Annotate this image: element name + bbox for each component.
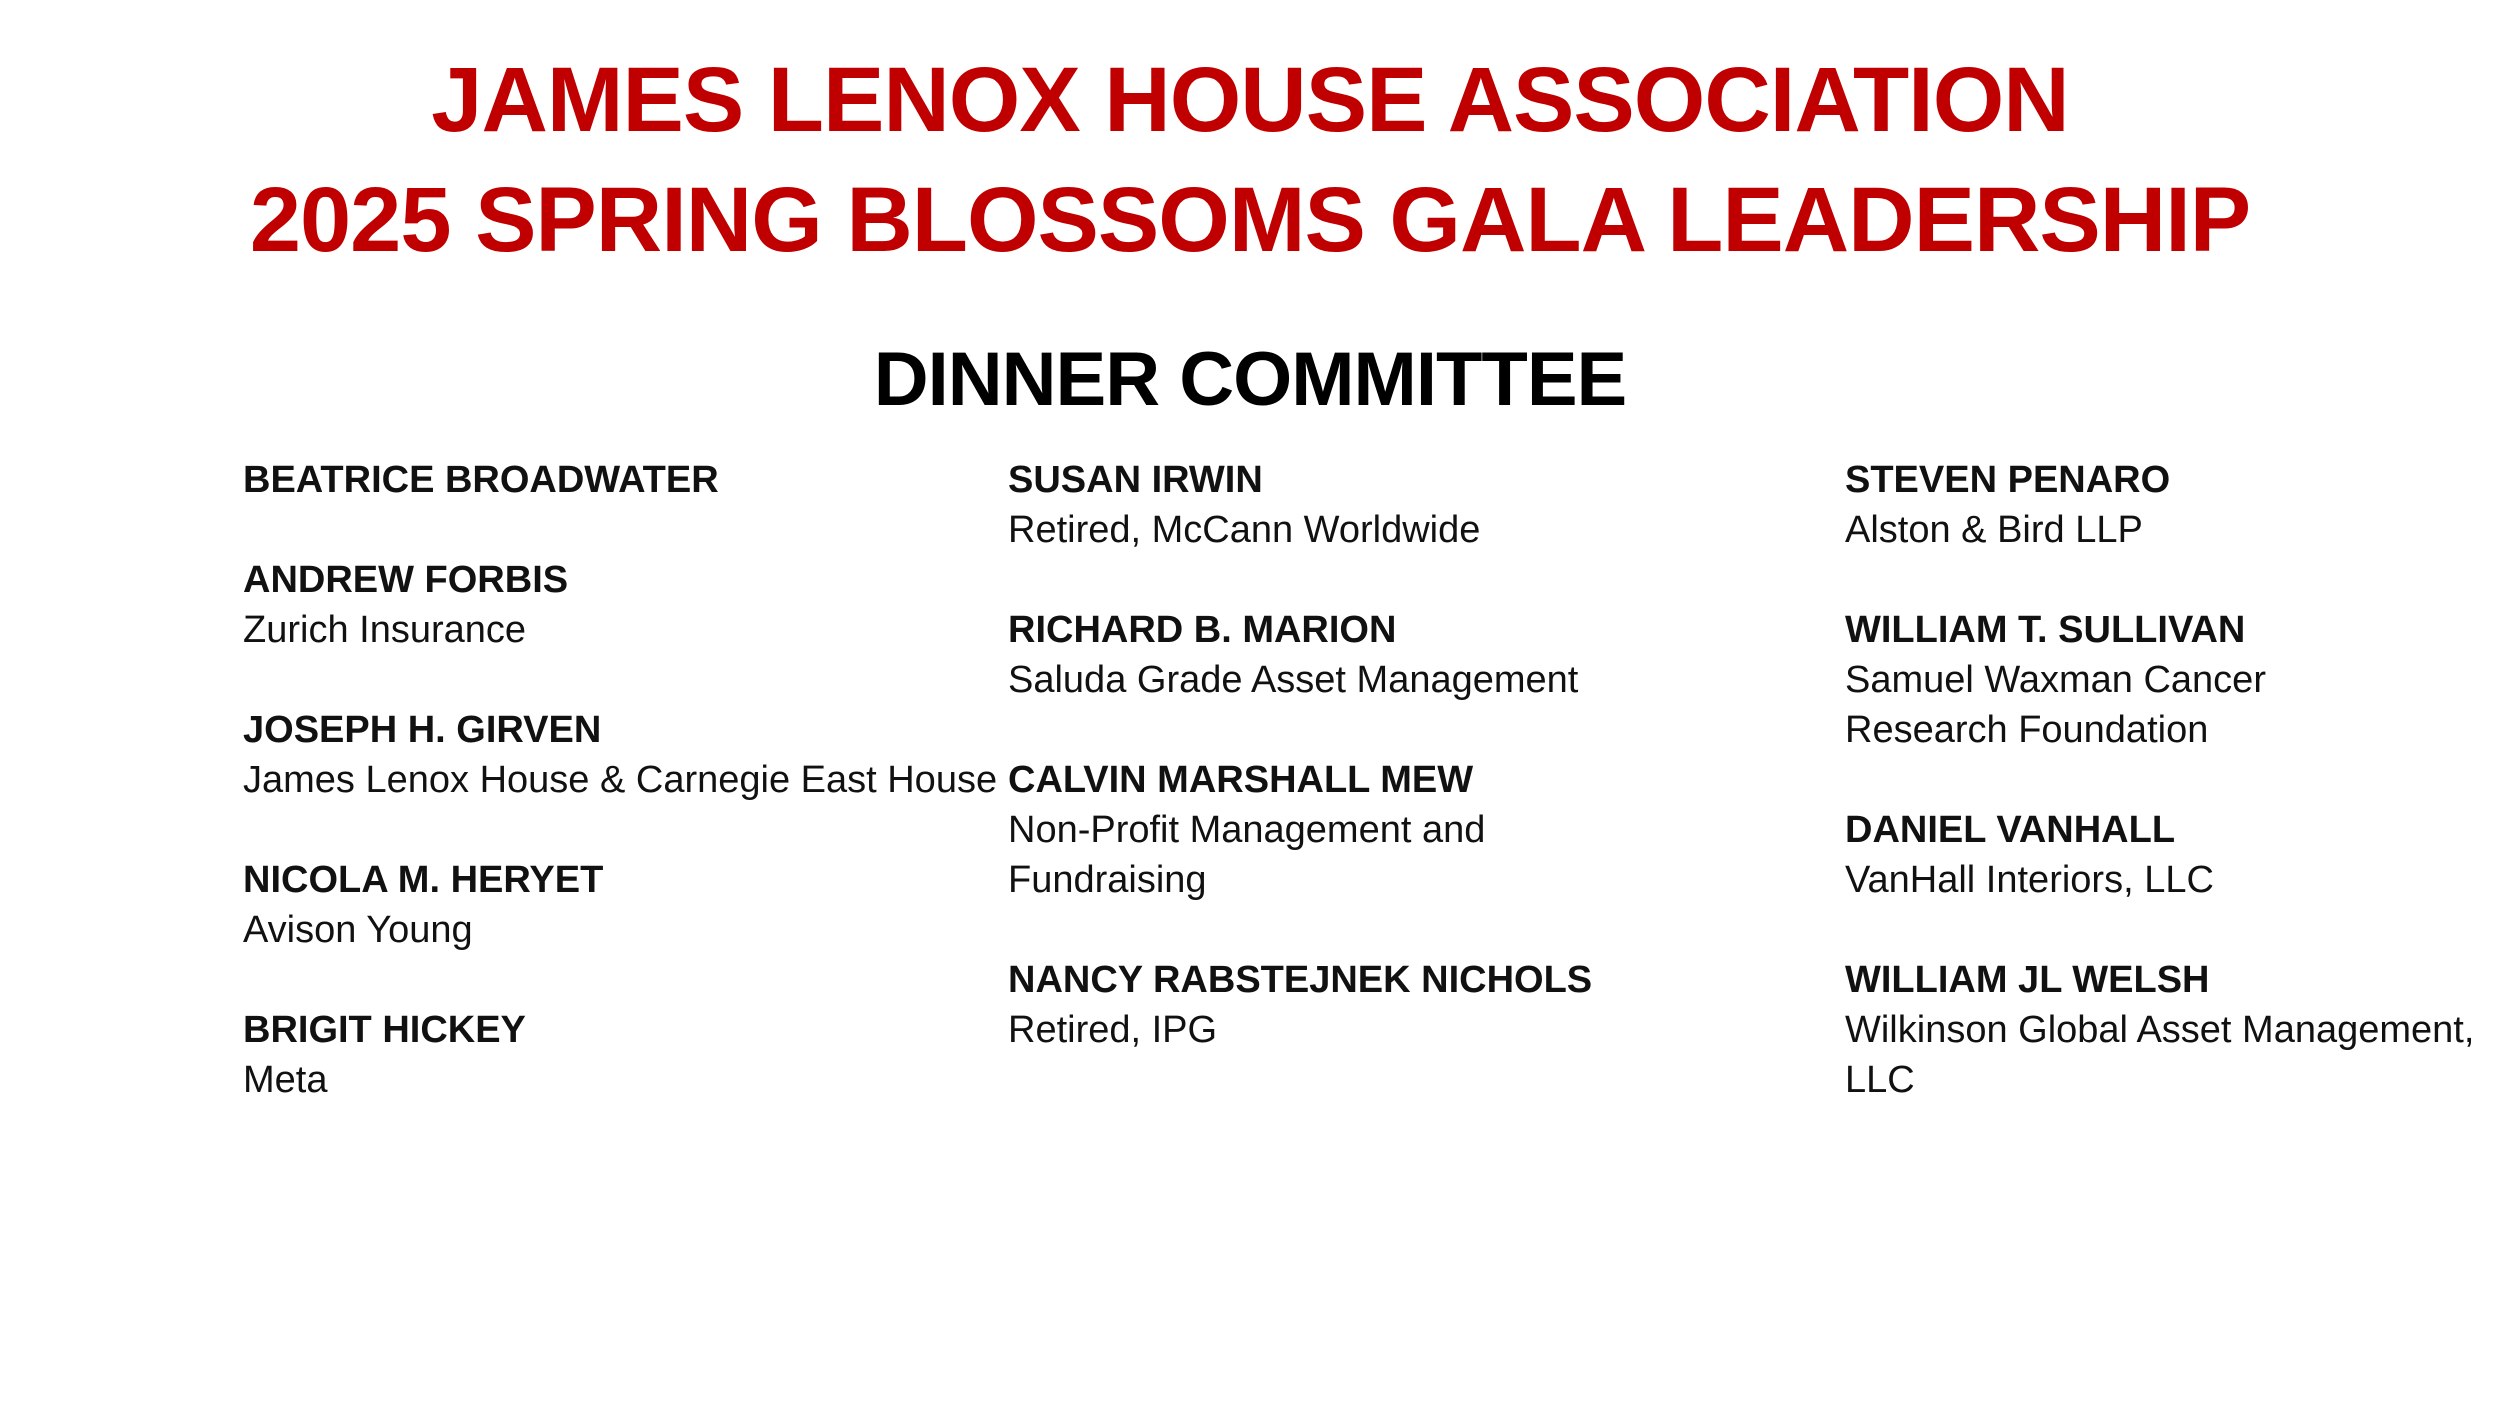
committee-member xyxy=(243,455,1003,505)
member-affiliation xyxy=(1845,655,2495,755)
member-affiliation-line: Zurich Insurance xyxy=(243,609,527,651)
title-block xyxy=(0,40,2500,280)
member-affiliation-line: James Lenox House & Carnegie East House xyxy=(243,759,998,801)
member-affiliation xyxy=(243,605,1003,655)
member-name: RICHARD B. MARION xyxy=(1008,609,1397,651)
member-affiliation-line: Alston & Bird LLP xyxy=(1845,509,2143,551)
member-affiliation xyxy=(1008,805,1808,905)
member-name: CALVIN MARSHALL MEW xyxy=(1008,759,1474,801)
member-affiliation-line: Research Foundation xyxy=(1845,709,2209,751)
member-affiliation xyxy=(243,1055,1003,1105)
member-affiliation-line: Fundraising xyxy=(1008,859,1207,901)
member-affiliation-line: Avison Young xyxy=(243,909,473,951)
member-affiliation xyxy=(1845,505,2495,555)
member-affiliation xyxy=(1008,1005,1808,1055)
committee-member xyxy=(1845,605,2495,755)
committee-member xyxy=(1845,955,2495,1105)
member-affiliation xyxy=(1845,1005,2495,1105)
committee-member xyxy=(1008,755,1808,905)
member-affiliation xyxy=(1008,505,1808,555)
member-name: WILLIAM JL WELSH xyxy=(1845,959,2210,1001)
member-affiliation-line: LLC xyxy=(1845,1059,1915,1101)
member-affiliation-line: Non-Profit Management and xyxy=(1008,809,1486,851)
committee-column-1 xyxy=(243,455,1003,1155)
member-affiliation-line: Retired, IPG xyxy=(1008,1009,1218,1051)
member-affiliation xyxy=(243,755,1003,805)
member-affiliation-line: Saluda Grade Asset Management xyxy=(1008,659,1579,701)
member-name: BEATRICE BROADWATER xyxy=(243,459,719,501)
member-affiliation-line: Samuel Waxman Cancer xyxy=(1845,659,2266,701)
committee-member xyxy=(243,705,1003,805)
committee-member xyxy=(243,1005,1003,1105)
committee-member xyxy=(1845,455,2495,555)
member-name: ANDREW FORBIS xyxy=(243,559,569,601)
committee-column-3 xyxy=(1845,455,2495,1155)
committee-member xyxy=(1008,605,1808,705)
member-name: NICOLA M. HERYET xyxy=(243,859,604,901)
member-affiliation-line: Wilkinson Global Asset Management, xyxy=(1845,1009,2475,1051)
section-heading: DINNER COMMITTEE xyxy=(873,337,1627,422)
title-line-1: JAMES LENOX HOUSE ASSOCIATION xyxy=(431,49,2069,151)
member-name: NANCY RABSTEJNEK NICHOLS xyxy=(1008,959,1593,1001)
committee-member xyxy=(1008,955,1808,1055)
member-name: WILLIAM T. SULLIVAN xyxy=(1845,609,2246,651)
committee-member xyxy=(243,855,1003,955)
committee-member xyxy=(243,555,1003,655)
title-line-2: 2025 SPRING BLOSSOMS GALA LEADERSHIP xyxy=(249,169,2251,271)
member-name: JOSEPH H. GIRVEN xyxy=(243,709,602,751)
committee-member xyxy=(1845,805,2495,905)
member-affiliation-line: Meta xyxy=(243,1059,328,1101)
member-affiliation-line: Retired, McCann Worldwide xyxy=(1008,509,1481,551)
member-affiliation xyxy=(1008,655,1808,705)
member-name: BRIGIT HICKEY xyxy=(243,1009,526,1051)
committee-member xyxy=(1008,455,1808,555)
member-affiliation-line: VanHall Interiors, LLC xyxy=(1845,859,2214,901)
member-name: STEVEN PENARO xyxy=(1845,459,2171,501)
member-affiliation xyxy=(1845,855,2495,905)
member-name: DANIEL VANHALL xyxy=(1845,809,2176,851)
member-affiliation xyxy=(243,905,1003,955)
member-name: SUSAN IRWIN xyxy=(1008,459,1263,501)
committee-column-2 xyxy=(1008,455,1808,1105)
